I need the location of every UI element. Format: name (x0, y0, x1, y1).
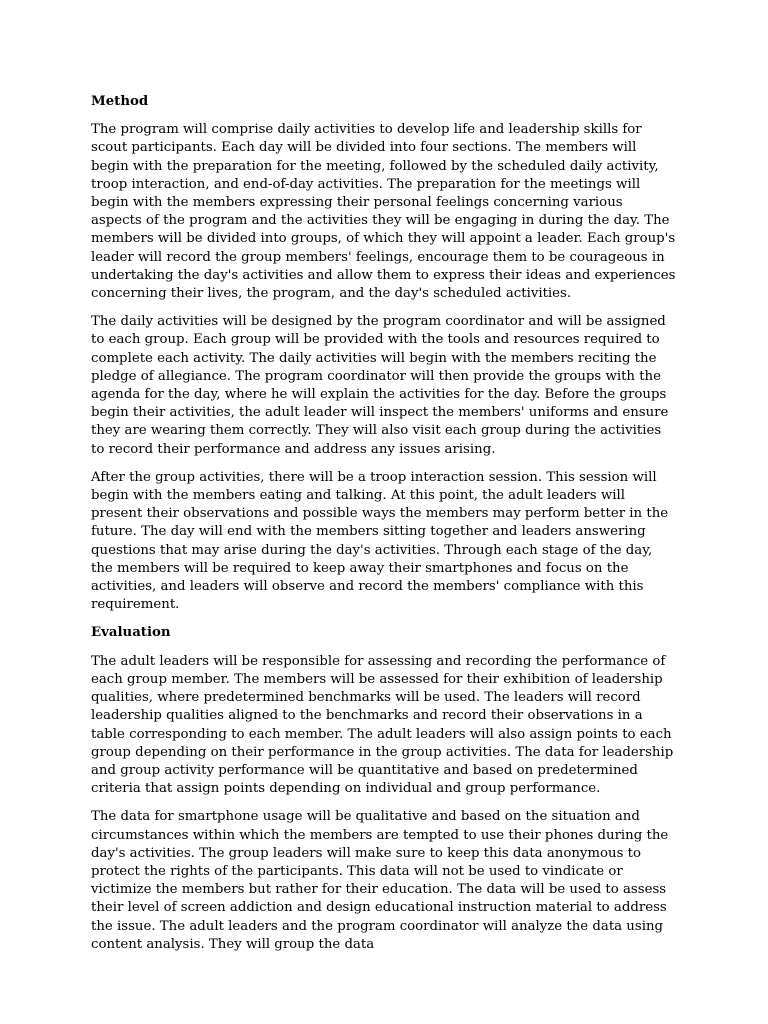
evaluation-paragraph-2: The data for smartphone usage will be qualitative and based on the situation and circumstances within which the members are tempted to use their phones during the day's activities. The group leaders will make sure to keep this data anonymous to protect the rights of the participants. This data will not be used to vindicate or victimize the members but rather for their education. The data will be used to assess their level of screen addiction and design educational instruction material to address the issue. The adult leaders and the program coordinator will analyze the data using content analysis. They will group the data (91, 809, 669, 952)
method-paragraph-3: After the group activities, there will be a troop interaction session. This session will begin with the members eating and talking. At this point, the adult leaders will present their observations and possible ways the members may perform better in the future. The day will end with the members sitting together and leaders answering questions that may arise during the day's activities. Through each stage of the day, the members will be required to keep away their smartphones and focus on the activities, and leaders will observe and record the members' compliance with this requirement. (91, 469, 669, 613)
evaluation-paragraph-1: The adult leaders will be responsible for assessing and recording the performance of each group member. The members will be assessed for their exhibition of leadership qualities, where predetermined benchmarks will be used. The leaders will record leadership qualities aligned to the benchmarks and record their observations in a table corresponding to each member. The adult leaders will also assign points to each group depending on their performance in the group activities. The data for leadership and group activity performance will be quantitative and based on predetermined criteria that assign points depending on individual and group performance. (91, 653, 674, 797)
method-paragraph-2: The daily activities will be designed by the program coordinator and will be assigned to each group. Each group will be provided with the tools and resources required to complete each activity. The daily activities will begin with the members reciting the pledge of allegiance. The program coordinator will then provide the groups with the agenda for the day, where he will explain the activities for the day. Before the groups begin their activities, the adult leader will inspect the members' uniforms and ensure they are wearing them correctly. They will also visit each group during the activities to record their performance and address any issues arising. (91, 314, 669, 457)
document-page (91, 93, 677, 964)
section-heading-evaluation: Evaluation (91, 625, 171, 641)
method-paragraph-1: The program will comprise daily activities to develop life and leadership skills for scout participants. Each day will be divided into four sections. The members will begin with the preparation for the meeting, followed by the scheduled daily activity, troop interaction, and end-of-day activities. The preparation for the meetings will begin with the members expressing their personal feelings concerning various aspects of the program and the activities they will be engaging in during the day. The members will be divided into groups, of which they will appoint a leader. Each group's leader will record the group members' feelings, encourage them to be courageous in undertaking the day's activities and allow them to express their ideas and experiences concerning their lives, the program, and the day's scheduled activities. (91, 122, 676, 302)
section-heading-method: Method (91, 94, 149, 109)
